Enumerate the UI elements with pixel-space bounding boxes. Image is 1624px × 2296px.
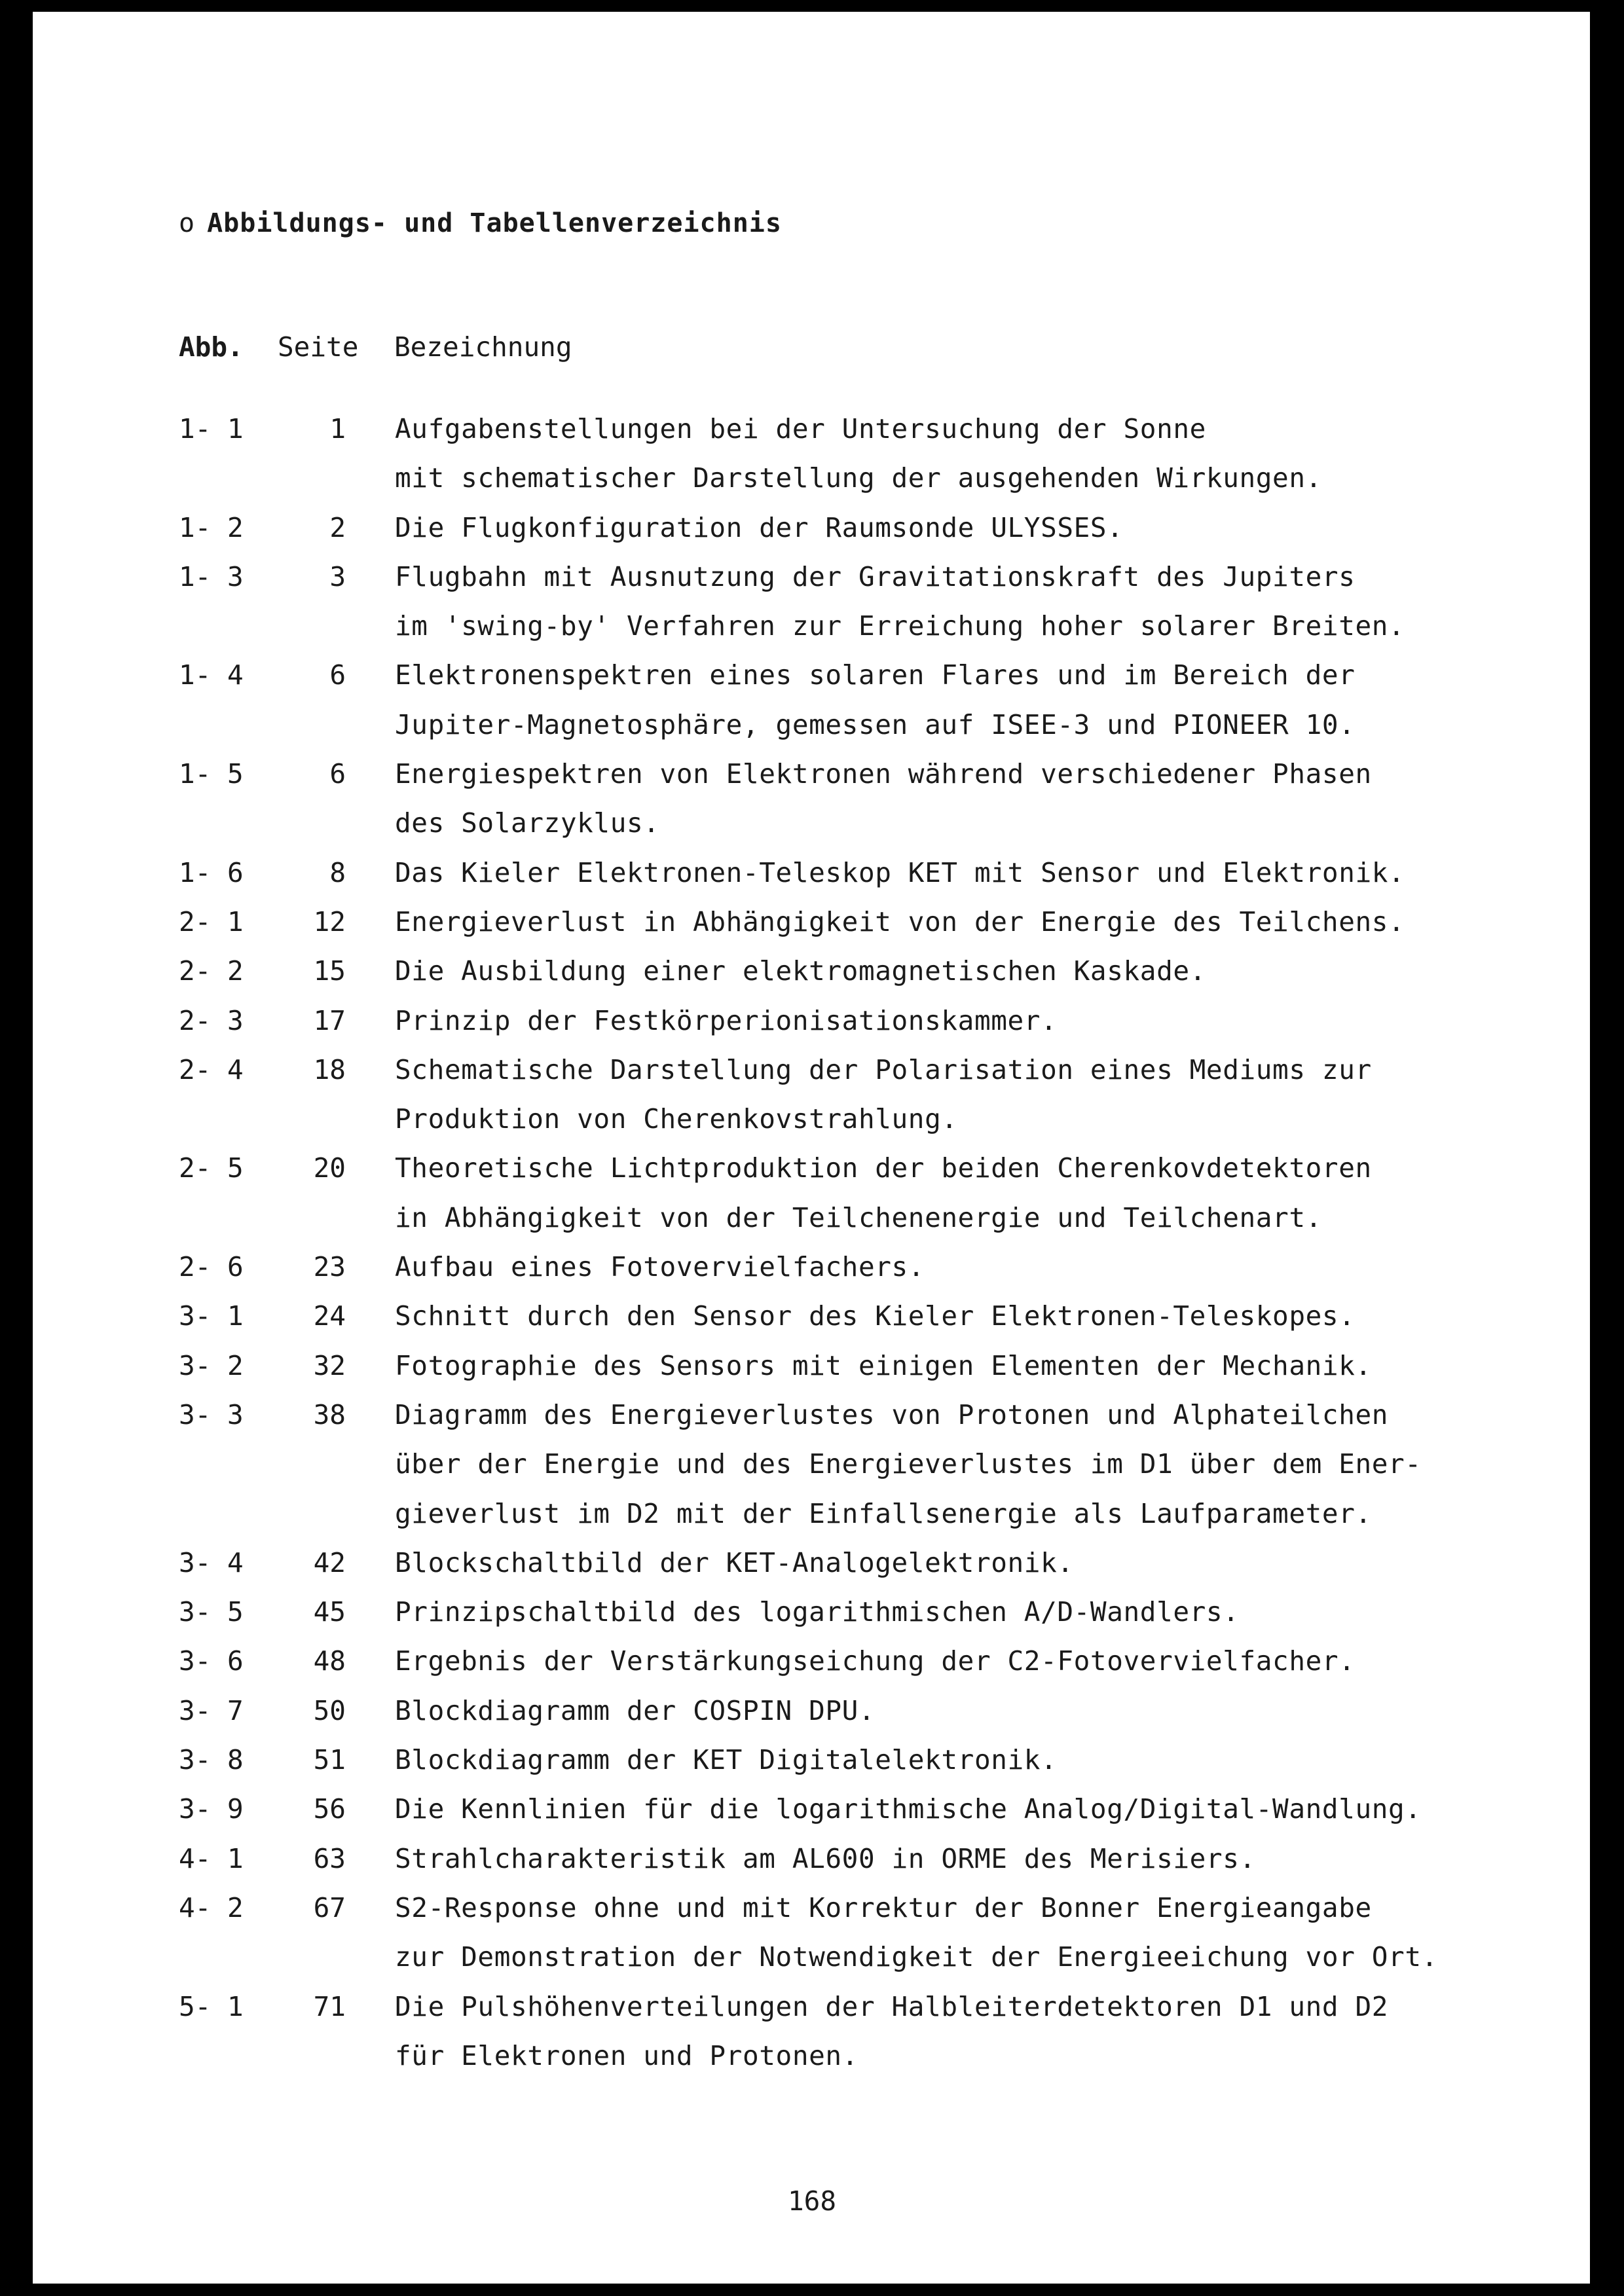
figure-page: 67 (313, 1891, 346, 1923)
figure-number: 2- 5 (179, 1152, 244, 1184)
figure-number: 4- 1 (179, 1842, 244, 1874)
list-item (33, 1588, 1591, 1637)
figure-description: Theoretische Lichtproduktion der beiden Cherenkovdetektoren (395, 1152, 1372, 1184)
figure-number: 1- 1 (179, 413, 244, 445)
figure-description: Prinzip der Festkörperionisationskammer. (395, 1004, 1058, 1036)
figure-page: 18 (313, 1053, 346, 1085)
figure-number: 3- 2 (179, 1349, 244, 1381)
list-item (33, 1834, 1591, 1884)
figure-number: 2- 2 (179, 955, 244, 987)
figure-page: 15 (313, 955, 346, 987)
list-item (33, 996, 1591, 1046)
figure-number: 5- 1 (179, 1990, 244, 2022)
figure-page: 45 (313, 1596, 346, 1628)
figure-description: Schematische Darstellung der Polarisation eines Mediums zur (395, 1053, 1372, 1085)
figure-description: Die Kennlinien für die logarithmische Analog/Digital-Wandlung. (395, 1793, 1422, 1825)
figure-page: 3 (329, 560, 346, 592)
list-item (33, 947, 1591, 996)
figure-number: 3- 1 (179, 1300, 244, 1332)
figure-page: 6 (329, 659, 346, 691)
figure-number: 3- 3 (179, 1398, 244, 1430)
list-item (33, 1736, 1591, 1785)
figure-number: 1- 6 (179, 856, 244, 888)
figure-page: 71 (313, 1990, 346, 2022)
figure-description: Strahlcharakteristik am AL600 in ORME des Merisiers. (395, 1842, 1256, 1874)
list-item (33, 651, 1591, 700)
list-item (33, 1884, 1591, 1933)
figure-description: Aufgabenstellungen bei der Untersuchung der Sonne (395, 413, 1206, 445)
list-item (33, 1686, 1591, 1736)
list-item-continuation (33, 454, 1591, 503)
figure-page: 23 (313, 1251, 346, 1283)
figure-description: des Solarzyklus. (395, 807, 660, 839)
figure-description: Blockdiagramm der KET Digitalelektronik. (395, 1744, 1058, 1776)
list-item (33, 1785, 1591, 1834)
figure-page: 32 (313, 1349, 346, 1381)
figure-number: 3- 8 (179, 1744, 244, 1776)
list-item-continuation (33, 1440, 1591, 1489)
column-header-seite: Seite (278, 331, 359, 363)
figure-number: 1- 4 (179, 659, 244, 691)
page-number: 168 (787, 2185, 837, 2217)
figure-number: 3- 5 (179, 1596, 244, 1628)
figure-page: 20 (313, 1152, 346, 1184)
figure-description: S2-Response ohne und mit Korrektur der Bonner Energieangabe (395, 1891, 1372, 1923)
figure-number: 1- 3 (179, 560, 244, 592)
figure-page: 24 (313, 1300, 346, 1332)
list-item-continuation (33, 1095, 1591, 1144)
list-item-continuation (33, 2032, 1591, 2081)
list-item (33, 1144, 1591, 1193)
figure-description: Die Ausbildung einer elektromagnetischen Kaskade. (395, 955, 1206, 987)
figure-description: Jupiter-Magnetosphäre, gemessen auf ISEE-3 und PIONEER 10. (395, 708, 1356, 740)
figure-description: Die Pulshöhenverteilungen der Halbleiterdetektoren D1 und D2 (395, 1990, 1389, 2022)
list-item-continuation (33, 799, 1591, 848)
list-item-continuation (33, 701, 1591, 750)
figure-description: Das Kieler Elektronen-Teleskop KET mit Sensor und Elektronik. (395, 856, 1405, 888)
figure-description: in Abhängigkeit von der Teilchenenergie und Teilchenart. (395, 1201, 1322, 1233)
list-item-continuation (33, 1194, 1591, 1243)
list-item (33, 1341, 1591, 1391)
figure-list (33, 405, 1591, 2081)
figure-description: Blockschaltbild der KET-Analogelektronik. (395, 1546, 1074, 1578)
figure-description: Flugbahn mit Ausnutzung der Gravitationskraft des Jupiters (395, 560, 1356, 592)
figure-description: Energieverlust in Abhängigkeit von der Energie des Teilchens. (395, 905, 1405, 938)
figure-description: Die Flugkonfiguration der Raumsonde ULYSSES. (395, 511, 1124, 543)
list-item-continuation (33, 1933, 1591, 1982)
list-item-continuation (33, 1489, 1591, 1539)
heading-title: Abbildungs- und Tabellenverzeichnis (207, 208, 782, 238)
figure-description: über der Energie und des Energieverlustes im D1 über dem Ener- (395, 1448, 1422, 1480)
figure-number: 3- 7 (179, 1694, 244, 1726)
column-header-abb: Abb. (179, 331, 244, 363)
figure-number: 2- 1 (179, 905, 244, 938)
list-item (33, 750, 1591, 799)
figure-page: 1 (329, 413, 346, 445)
figure-description: Blockdiagramm der COSPIN DPU. (395, 1694, 876, 1726)
figure-description: zur Demonstration der Notwendigkeit der Energieeichung vor Ort. (395, 1941, 1438, 1973)
list-item (33, 553, 1591, 602)
list-item (33, 1391, 1591, 1440)
figure-description: Produktion von Cherenkovstrahlung. (395, 1103, 958, 1135)
figure-page: 56 (313, 1793, 346, 1825)
figure-number: 1- 5 (179, 758, 244, 790)
list-item (33, 1046, 1591, 1095)
figure-description: Elektronenspektren eines solaren Flares und im Bereich der (395, 659, 1356, 691)
figure-description: Energiespektren von Elektronen während verschiedener Phasen (395, 758, 1372, 790)
figure-description: gieverlust im D2 mit der Einfallsenergie als Laufparameter. (395, 1497, 1372, 1529)
figure-number: 4- 2 (179, 1891, 244, 1923)
figure-number: 2- 6 (179, 1251, 244, 1283)
figure-page: 17 (313, 1004, 346, 1036)
figure-page: 48 (313, 1645, 346, 1677)
figure-number: 2- 4 (179, 1053, 244, 1085)
figure-page: 50 (313, 1694, 346, 1726)
figure-number: 2- 3 (179, 1004, 244, 1036)
figure-page: 63 (313, 1842, 346, 1874)
list-item (33, 1982, 1591, 2032)
figure-page: 38 (313, 1398, 346, 1430)
figure-page: 6 (329, 758, 346, 790)
list-item (33, 503, 1591, 553)
figure-description: mit schematischer Darstellung der ausgehenden Wirkungen. (395, 462, 1322, 494)
figure-description: Ergebnis der Verstärkungseichung der C2-Fotovervielfacher. (395, 1645, 1356, 1677)
heading-bullet: o (179, 208, 196, 238)
list-item (33, 848, 1591, 898)
figure-page: 2 (329, 511, 346, 543)
figure-description: Diagramm des Energieverlustes von Protonen und Alphateilchen (395, 1398, 1389, 1430)
document-page (33, 12, 1591, 2284)
column-header-bezeichnung: Bezeichnung (394, 331, 572, 363)
section-heading (179, 208, 782, 238)
list-item (33, 898, 1591, 947)
figure-description: Fotographie des Sensors mit einigen Elementen der Mechanik. (395, 1349, 1372, 1381)
list-item (33, 1539, 1591, 1588)
figure-number: 3- 4 (179, 1546, 244, 1578)
list-item (33, 1637, 1591, 1686)
figure-description: für Elektronen und Protonen. (395, 2039, 858, 2071)
figure-number: 1- 2 (179, 511, 244, 543)
figure-description: im 'swing-by' Verfahren zur Erreichung hoher solarer Breiten. (395, 610, 1405, 642)
figure-description: Aufbau eines Fotovervielfachers. (395, 1251, 925, 1283)
figure-page: 12 (313, 905, 346, 938)
scan-border (1590, 0, 1624, 2296)
figure-page: 51 (313, 1744, 346, 1776)
figure-page: 42 (313, 1546, 346, 1578)
list-item (33, 1243, 1591, 1292)
list-item (33, 1292, 1591, 1341)
figure-number: 3- 6 (179, 1645, 244, 1677)
figure-description: Prinzipschaltbild des logarithmischen A/D-Wandlers. (395, 1596, 1240, 1628)
list-item-continuation (33, 602, 1591, 651)
figure-number: 3- 9 (179, 1793, 244, 1825)
figure-description: Schnitt durch den Sensor des Kieler Elektronen-Teleskopes. (395, 1300, 1356, 1332)
figure-page: 8 (329, 856, 346, 888)
list-item (33, 405, 1591, 454)
